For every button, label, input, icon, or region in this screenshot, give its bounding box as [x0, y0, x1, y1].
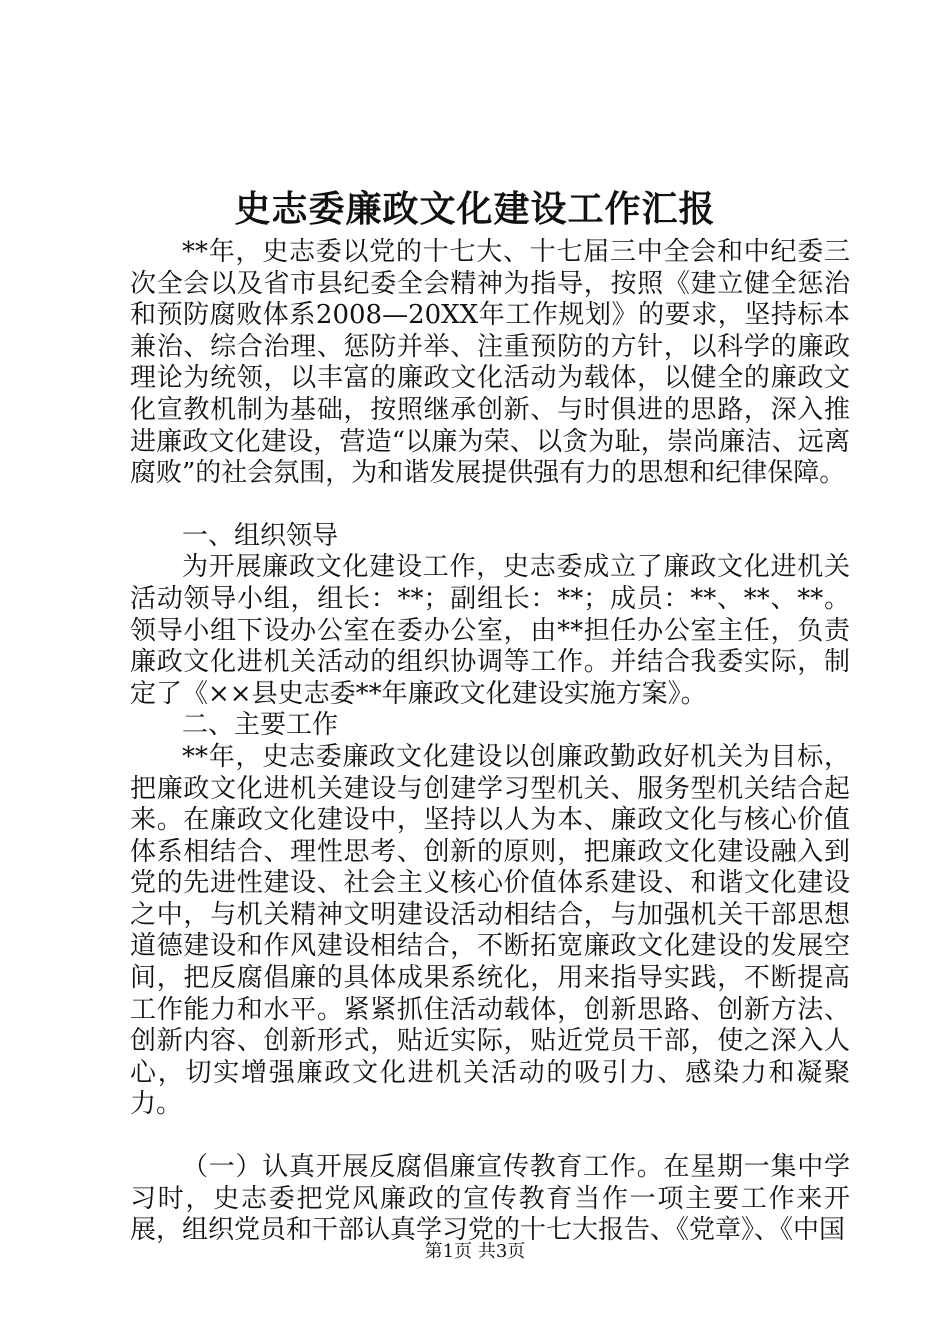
- document-title: 史志委廉政文化建设工作汇报: [234, 188, 716, 230]
- main-work-paragraph: **年，史志委廉政文化建设以创廉政勤政好机关为目标，把廉政文化进机关建设与创建学习型机关、服务型机关结合起来。在廉政文化建设中，坚持以人为本、廉政文化与核心价值体系相结合、理性思考、创新的原则，把廉政文化建设融入到党的先进性建设、社会主义核心价值体系建设、和谐文化建设之中，与机关精神文明建设活动相结合，与加强机关干部思想道德建设和作风建设相结合，不断拓宽廉政文化建设的发展空间，把反腐倡廉的具体成果系统化，用来指导实践，不断提高工作能力和水平。紧紧抓住活动载体，创新思路、创新方法、创新内容、创新形式，贴近实际，贴近党员干部，使之深入人心，切实增强廉政文化进机关活动的吸引力、感染力和凝聚力。: [130, 741, 850, 1120]
- paragraph-gap: [130, 1121, 850, 1152]
- intro-paragraph: **年，史志委以党的十七大、十七届三中全会和中纪委三次全会以及省市县纪委全会精神为指导，按照《建立健全惩治和预防腐败体系2008—20XX年工作规划》的要求，坚持标本兼治、综合治理、惩防并举、注重预防的方针，以科学的廉政理论为统领，以丰富的廉政文化活动为载体，以健全的廉政文化宣教机制为基础，按照继承创新、与时俱进的思路，深入推进廉政文化建设，营造“以廉为荣、以贪为耻，崇尚廉洁、远离腐败”的社会氛围，为和谐发展提供强有力的思想和纪律保障。: [130, 237, 850, 489]
- organization-paragraph: 为开展廉政文化建设工作，史志委成立了廉政文化进机关活动领导小组，组长：**；副组长：**；成员：**、**、**。领导小组下设办公室在委办公室，由**担任办公室主任，负责廉政文化进机关活动的组织协调等工作。并结合我委实际，制定了《××县史志委**年廉政文化建设实施方案》。: [130, 552, 850, 709]
- paragraph-gap: [130, 490, 850, 521]
- section-heading-organization: 一、组织领导: [182, 520, 339, 551]
- section-heading-main-work: 二、主要工作: [182, 710, 339, 741]
- subsection-paragraph: （一）认真开展反腐倡廉宣传教育工作。在星期一集中学习时，史志委把党风廉政的宣传教育当作一项主要工作来开展，组织党员和干部认真学习党的十七大报告、《党章》、《中国: [130, 1152, 850, 1246]
- page-footer: 第1页 共3页: [424, 1241, 526, 1262]
- document-body: [130, 237, 850, 1247]
